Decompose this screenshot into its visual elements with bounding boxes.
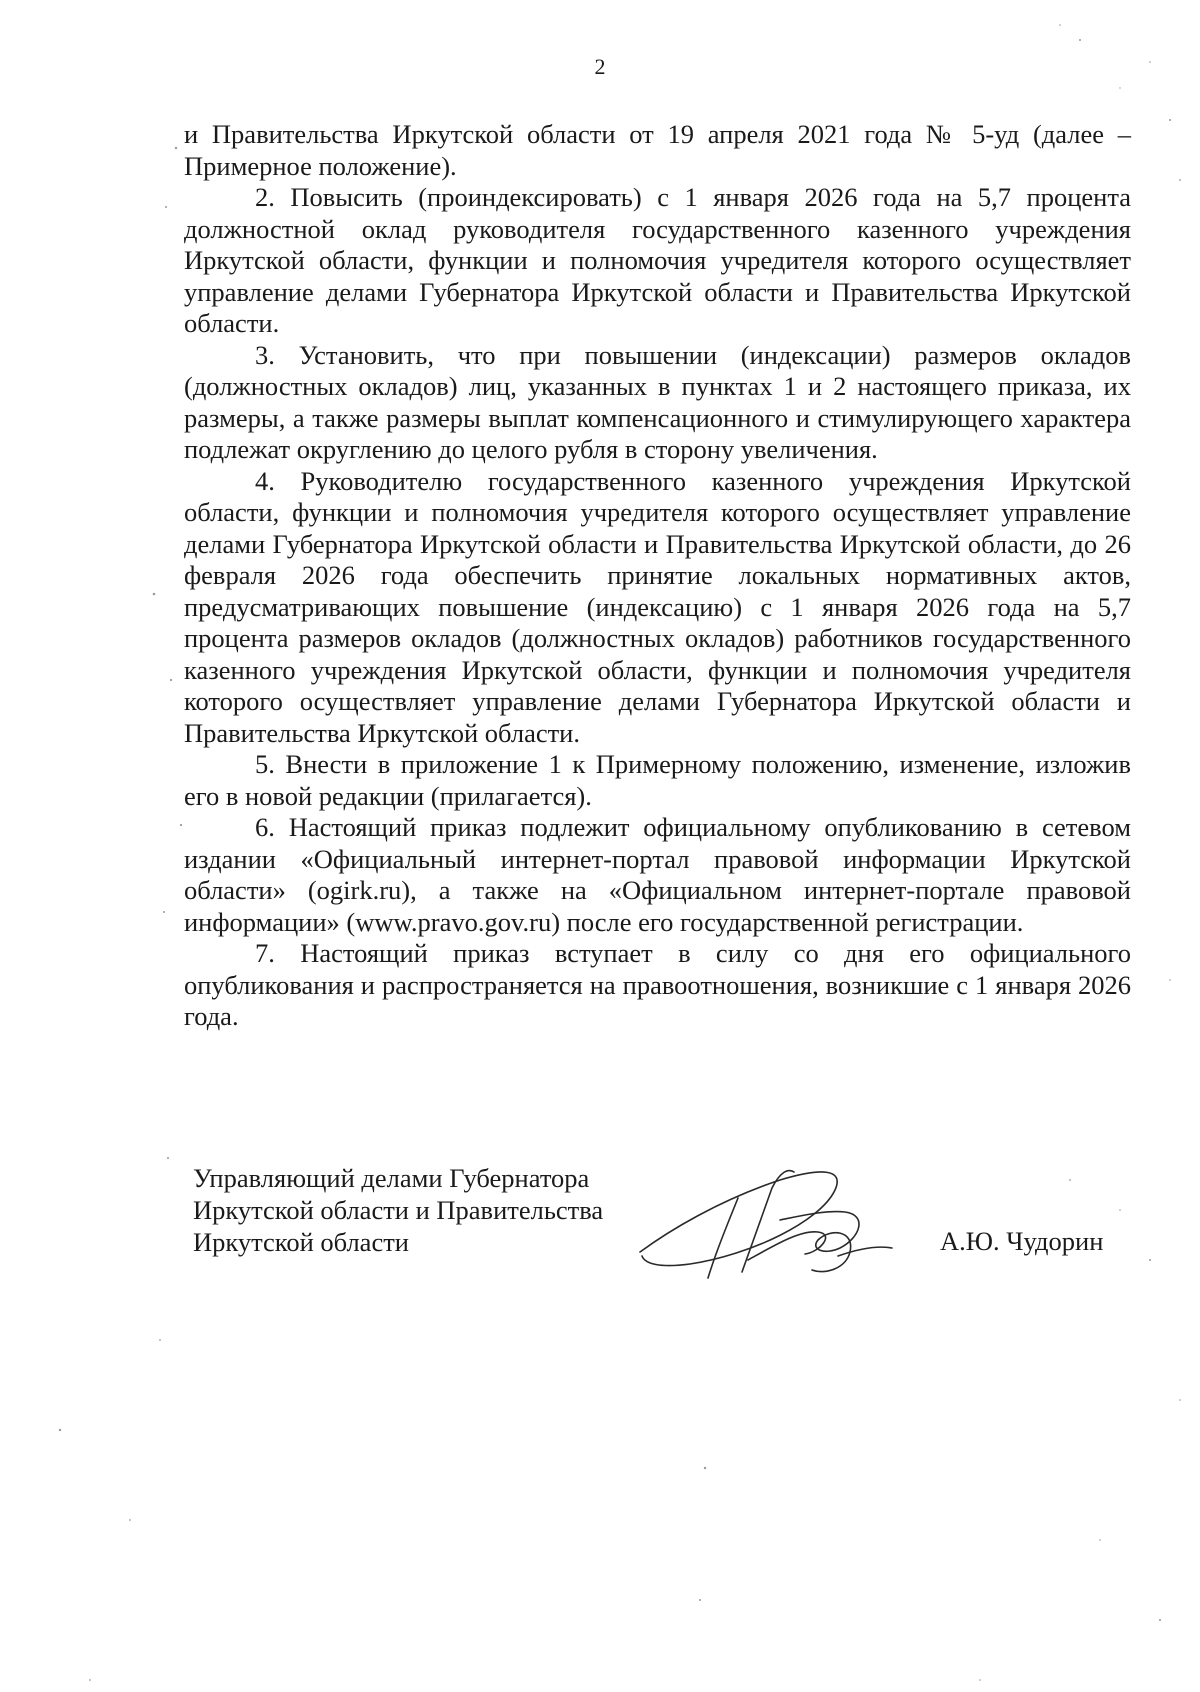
page-number: 2 <box>594 54 606 79</box>
handwritten-signature <box>630 1160 930 1290</box>
paragraph-item-7: 7. Настоящий приказ вступает в силу со дня его официального опубликования и распространяется на правоотношения, возникшие с 1 января 2026 года. <box>184 938 1131 1031</box>
paragraph-item-4: 4. Руководителю государственного казенного учреждения Иркутской области, функции и полномочия учредителя которого осуществляет управление делами Губернатора Иркутской области и Правительства Иркутской области, до 26 февраля 2026 года обеспечить принятие локальных нормативных актов, предусматривающих повышение (индексацию) с 1 января 2026 года на 5,7 процента размеров окладов (должностных окладов) работников государственного казенного учреждения Иркутской области, функции и полномочия учредителя которого осуществляет управление делами Губернатора Иркутской области и Правительства Иркутской области. <box>184 465 1131 748</box>
signatory-position <box>193 1162 603 1258</box>
signatory-position-line: Управляющий делами Губернатора <box>193 1163 590 1193</box>
signatory-position-line: Иркутской области <box>193 1227 409 1257</box>
signatory-position-line: Иркутской области и Правительства <box>193 1195 604 1225</box>
paragraph-item-6: 6. Настоящий приказ подлежит официальному опубликованию в сетевом издании «Официальный интернет-портал правовой информации Иркутской области» (ogirk.ru), а также на «Официальном интернет-портале правовой информации» (www.pravo.gov.ru) после его государственной регистрации. <box>184 812 1131 937</box>
paragraph-item-3: 3. Установить, что при повышении (индексации) размеров окладов (должностных окладов) лиц, указанных в пунктах 1 и 2 настоящего приказа, их размеры, а также размеры выплат компенсационного и стимулирующего характера подлежат округлению до целого рубля в сторону увеличения. <box>184 339 1131 464</box>
paragraph-continuation: и Правительства Иркутской области от 19 апреля 2021 года № 5-уд (далее – Примерное положение). <box>184 119 1131 181</box>
paragraph-item-5: 5. Внести в приложение 1 к Примерному положению, изменение, изложив его в новой редакции (прилагается). <box>184 749 1131 811</box>
signatory-name: А.Ю. Чудорин <box>940 1226 1104 1256</box>
paragraph-item-2: 2. Повысить (проиндексировать) с 1 января 2026 года на 5,7 процента должностной оклад руководителя государственного казенного учреждения Иркутской области, функции и полномочия учредителя которого осуществляет управление делами Губернатора Иркутской области и Правительства Иркутской области. <box>184 182 1131 338</box>
document-body <box>184 119 1131 1033</box>
